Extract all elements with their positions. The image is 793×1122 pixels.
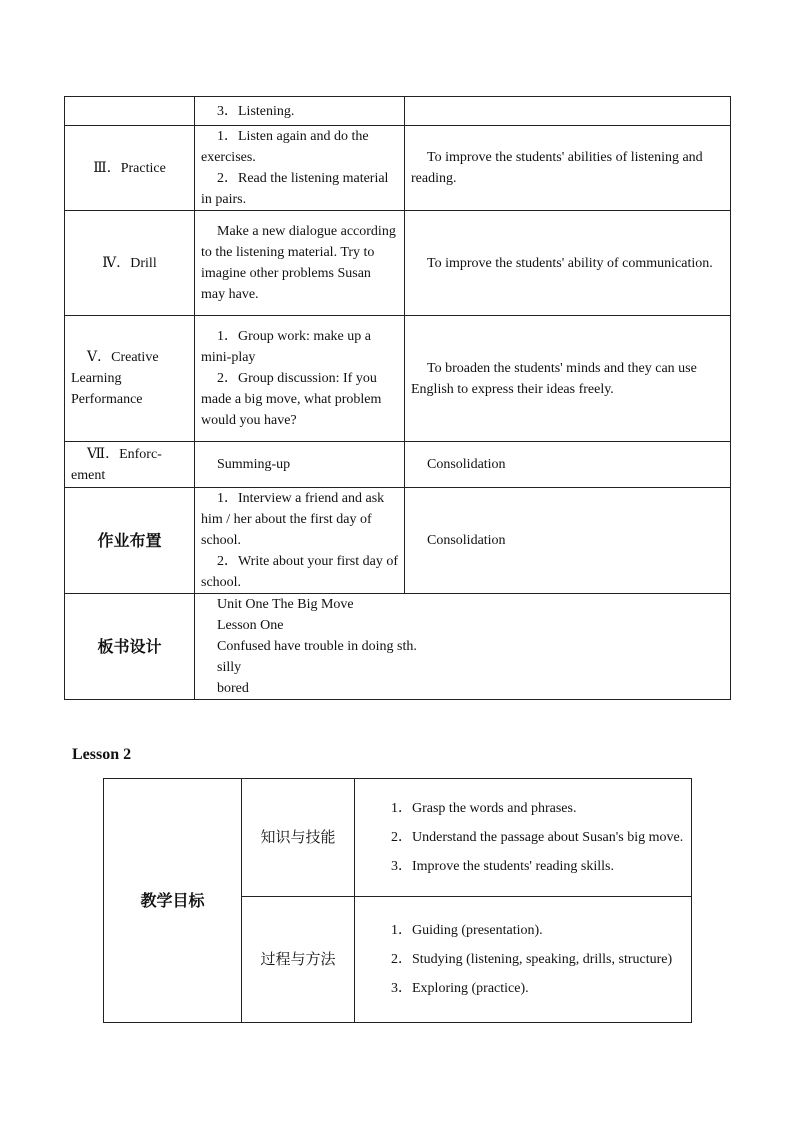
activity-line: 2．Read the listening material in pairs. (201, 171, 389, 207)
table-row (65, 126, 731, 211)
table-row (65, 442, 731, 488)
board-line: silly (217, 660, 242, 675)
goal-section-label: 知识与技能 (242, 779, 355, 897)
lesson-plan-table (64, 96, 731, 700)
purpose-cell: To improve the students' ability of communication. (405, 211, 731, 316)
activity-line: 2．Write about your first day of school. (201, 554, 399, 590)
stage-cell: Ⅲ．Practice (65, 126, 195, 211)
activity-cell (195, 97, 405, 126)
board-line: bored (217, 681, 249, 696)
stage-cell: Ⅳ．Drill (65, 211, 195, 316)
activity-cell (195, 488, 405, 594)
table-row (65, 316, 731, 442)
goal-item: 3．Improve the students' reading skills. (391, 859, 614, 874)
activity-line: Summing-up (217, 457, 291, 472)
activity-line: 1．Group work: make up a mini-play (201, 329, 371, 365)
activity-cell (195, 211, 405, 316)
board-line: Confused have trouble in doing sth. (217, 639, 417, 654)
board-line: Unit One The Big Move (217, 597, 354, 612)
table-row (65, 97, 731, 126)
purpose-cell: To improve the students' abilities of listening and reading. (405, 126, 731, 211)
teaching-goals-table (103, 778, 692, 1023)
table-row (104, 779, 692, 897)
goal-item: 3．Exploring (practice). (391, 981, 529, 996)
table-row (65, 594, 731, 700)
activity-line: 1．Interview a friend and ask him / her about the first day of school. (201, 491, 385, 548)
activity-cell (195, 126, 405, 211)
activity-cell (195, 442, 405, 488)
stage-cell (65, 97, 195, 126)
board-line: Lesson One (217, 618, 284, 633)
activity-line: 1．Listen again and do the exercises. (201, 129, 369, 165)
table-row (65, 211, 731, 316)
activity-line: 3．Listening. (217, 103, 295, 119)
goal-section-items (355, 897, 692, 1023)
teaching-goals-label: 教学目标 (104, 779, 242, 1023)
activity-line: 2．Group discussion: If you made a big move, what problem would you have? (201, 371, 382, 428)
purpose-cell (405, 97, 731, 126)
board-design-label: 板书设计 (65, 594, 195, 700)
activity-line: Make a new dialogue according to the listening material. Try to imagine other problems Susan may have. (201, 224, 396, 302)
stage-cell: Ⅶ．Enforc-ement (65, 442, 195, 488)
goal-item: 1．Grasp the words and phrases. (391, 801, 577, 816)
board-design-content (195, 594, 731, 700)
goal-section-items (355, 779, 692, 897)
goal-item: 1．Guiding (presentation). (391, 923, 543, 938)
homework-label: 作业布置 (65, 488, 195, 594)
purpose-cell: Consolidation (405, 442, 731, 488)
table-row (65, 488, 731, 594)
goal-item: 2．Studying (listening, speaking, drills, structure) (391, 952, 673, 967)
activity-cell (195, 316, 405, 442)
stage-cell: Ⅴ．Creative Learning Performance (65, 316, 195, 442)
goal-section-label: 过程与方法 (242, 897, 355, 1023)
purpose-cell: Consolidation (405, 488, 731, 594)
lesson-2-heading: Lesson 2 (72, 746, 132, 763)
purpose-cell: To broaden the students' minds and they can use English to express their ideas freely. (405, 316, 731, 442)
goal-item: 2．Understand the passage about Susan's big move. (391, 830, 684, 845)
